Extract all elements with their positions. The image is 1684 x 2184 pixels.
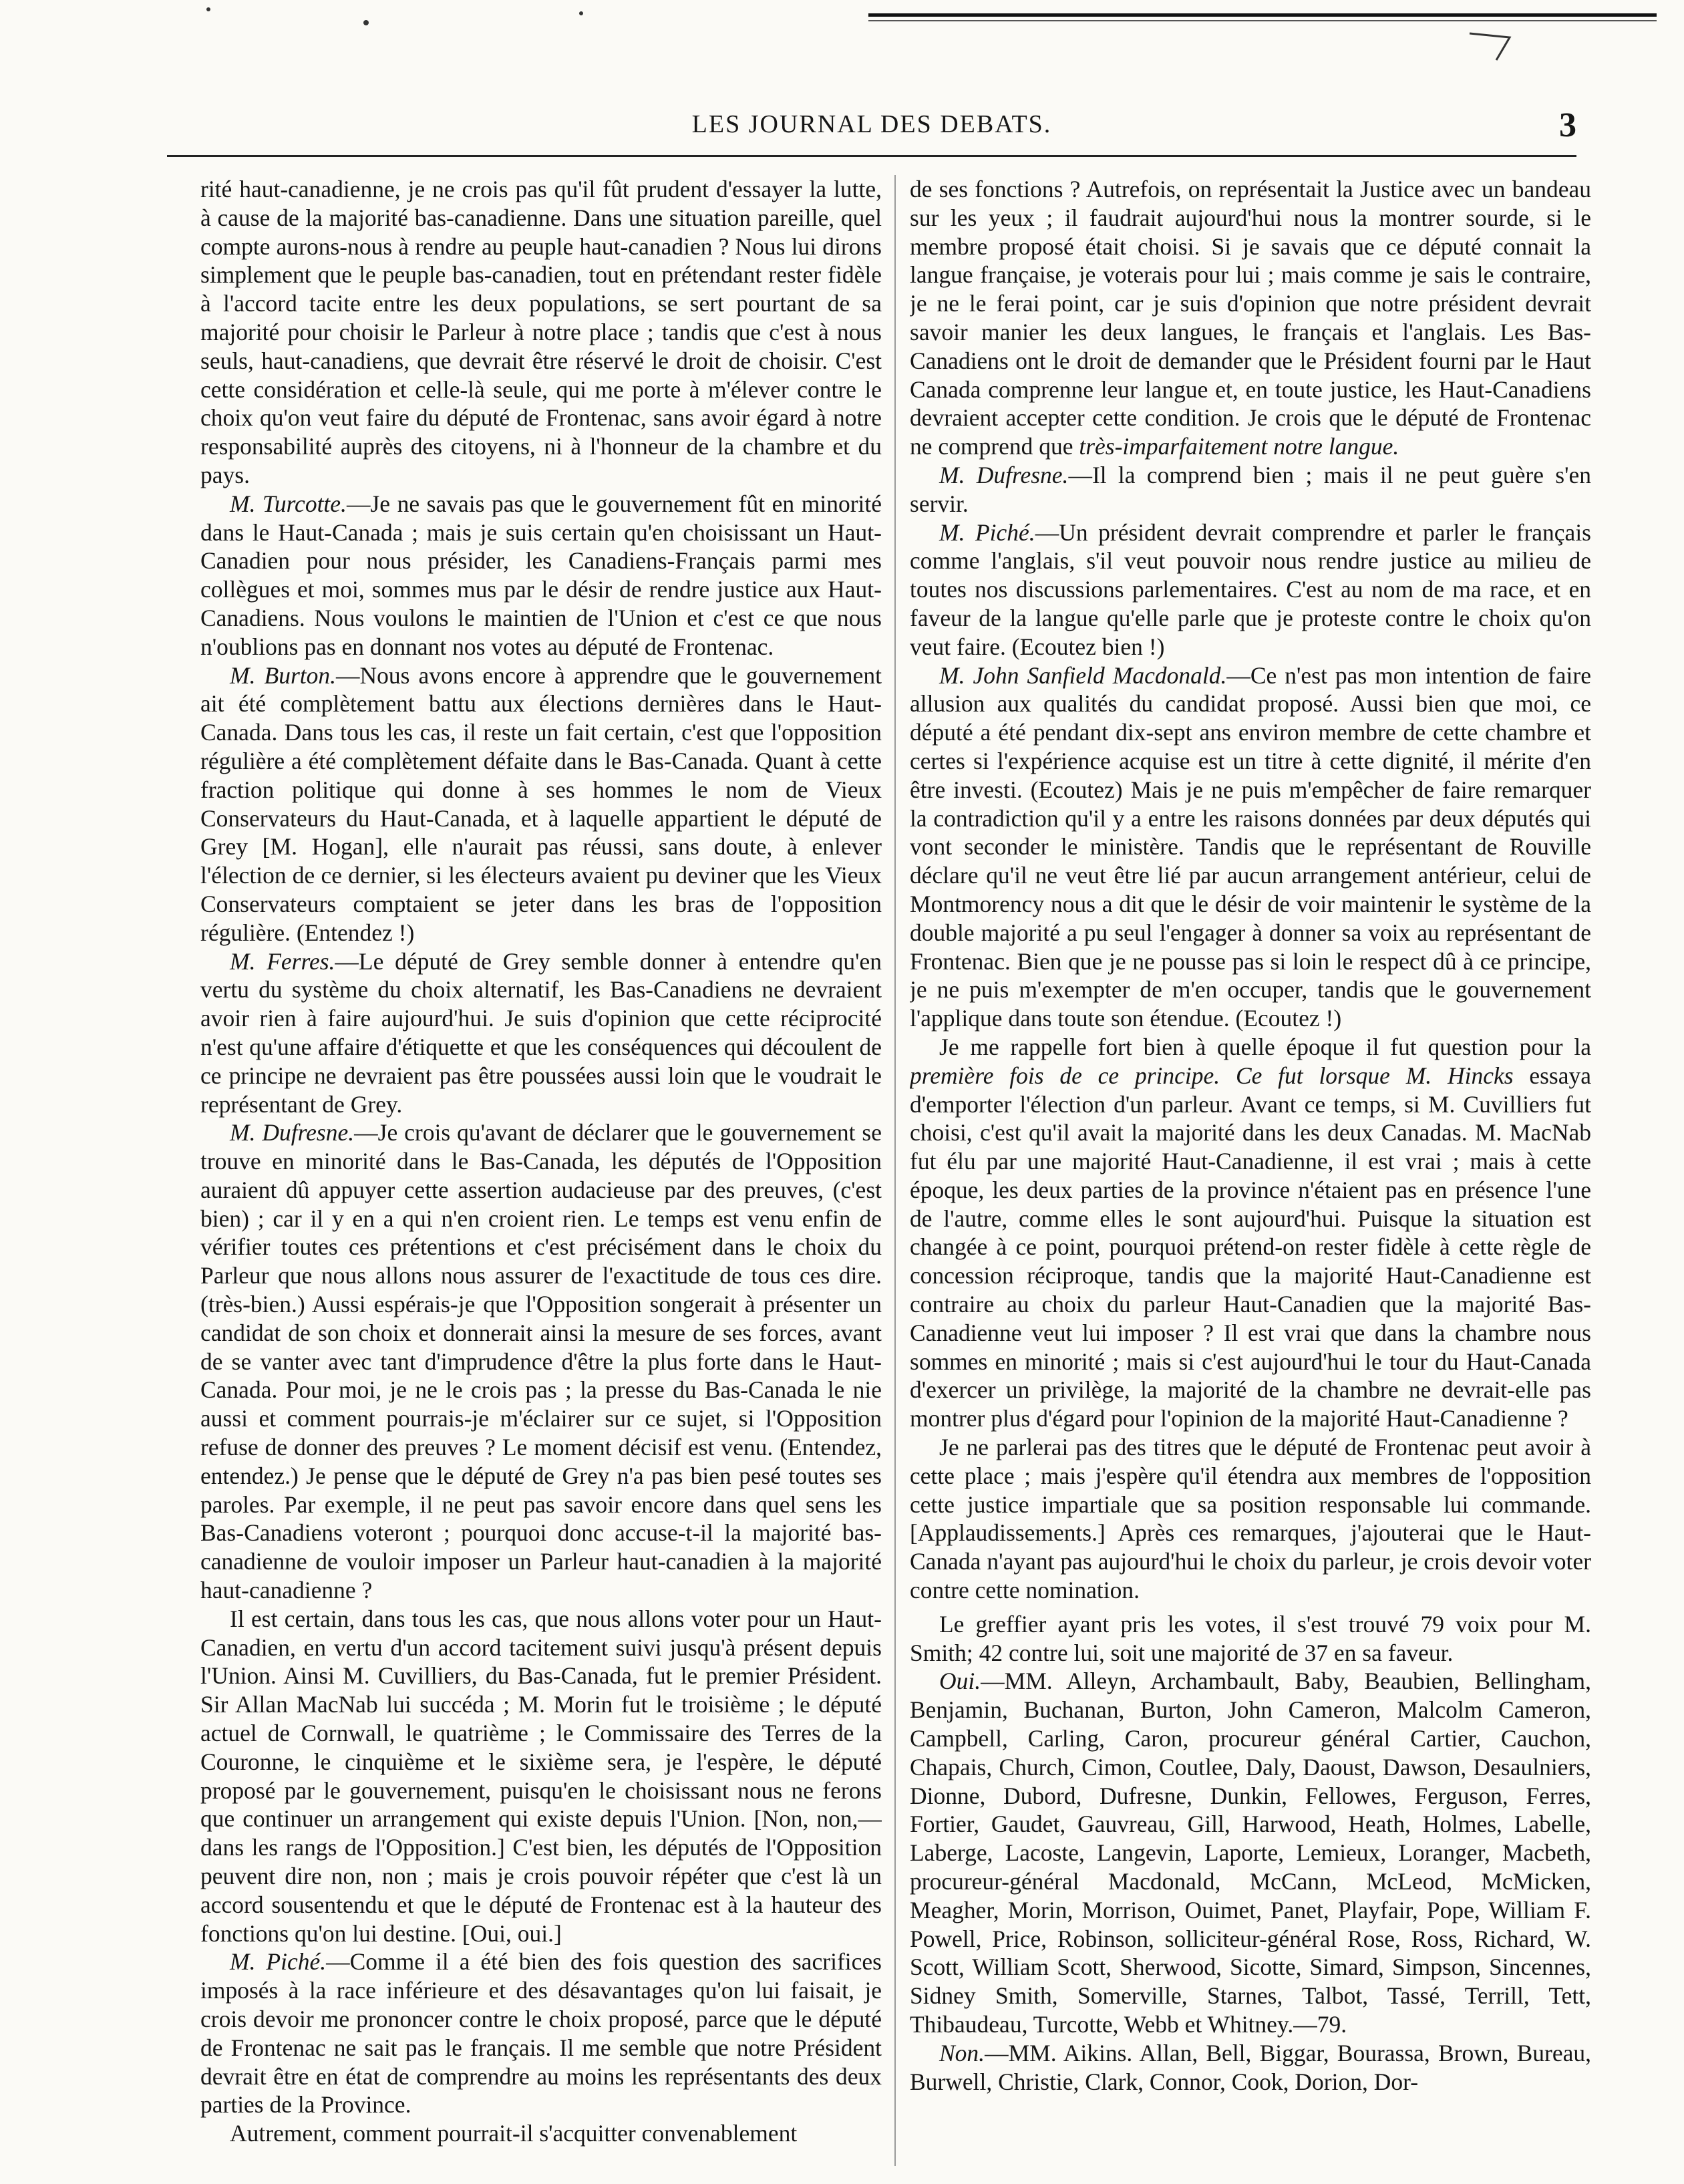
speech-text: essaya d'emporter l'élection d'un parleur. Avant ce temps, si M. Cuvilliers fut choisi, c'est qu'il avait la majorité dans les deux Canadas. M. MacNab fut élu par une majorité Haut-Canadienne, il est vrai ; mais à cette époque, les deux parties de la province n'étaient pas en présence l'une de l'autre, comme elles le sont aujourd'hui. Puisque la situation est changée à ce point, pourquoi prétend-on rester fidèle à cette règle de concession réciproque, tandis que la majorité Haut-Canadienne est contraire au choix du parleur Haut-Canadien que la majorité Bas-Canadienne veut lui imposer ? Il est vrai que dans la chambre nous sommes en minorité ; mais si c'est aujourd'hui le tour du Haut-Canada d'exercer un privilège, la majorité de la chambre ne devrait-elle pas montrer plus d'égard pour l'opinion de la majorité Haut-Canadienne ? xyxy=(910,1062,1591,1432)
paragraph xyxy=(200,490,882,661)
paragraph xyxy=(910,461,1591,518)
vote-list-no xyxy=(910,2039,1591,2096)
speaker-name: M. John Sanfield Macdonald. xyxy=(939,661,1227,689)
paragraph xyxy=(200,947,882,1119)
paragraph xyxy=(910,1033,1591,1433)
paragraph: Autrement, comment pourrait-il s'acquitter convenablement xyxy=(230,2120,798,2147)
vote-label: Non. xyxy=(939,2039,985,2066)
left-column xyxy=(200,175,882,2166)
paragraph xyxy=(200,661,882,947)
speech-text: Je me rappelle fort bien à quelle époque il fut question pour la xyxy=(939,1033,1591,1060)
speech-text: —Je ne savais pas que le gouvernement fût en minorité dans le Haut-Canada ; mais je suis certain qu'en choisissant un Haut-Canadien pour nous présider, les Canadiens-Français parmi mes collègues et moi, sommes mus par le désir de rendre justice aux Haut-Canadiens. Nous voulons le maintien de l'Union et c'est ce que nous n'oublions pas en donnant nos votes au député de Frontenac. xyxy=(200,490,882,660)
vote-list-yes xyxy=(910,1667,1591,2038)
speech-text: —Nous avons encore à apprendre que le gouvernement ait été complètement battu aux élections dernières dans le Haut-Canada. Dans tous les cas, il reste un fait certain, c'est que l'opposition régulière a été complètement défaite dans le Bas-Canada. Quant à cette fraction politique qui donne à ses hommes le nom de Vieux Conservateurs du Haut-Canada, et à laquelle appartient le député de Grey [M. Hogan], elle n'aurait pas réussi, sans doute, à enlever l'élection de ce dernier, si les électeurs avaient pu deviner que les Vieux Conservateurs comptaient se jeter dans les bras de l'opposition régulière. (Entendez !) xyxy=(200,661,882,946)
vote-names: —MM. Alleyn, Archambault, Baby, Beaubien, Bellingham, Benjamin, Buchanan, Burton, John Cameron, Malcolm Cameron, Campbell, Carling, Caron, procureur général Cartier, Cauchon, Chapais, Church, Cimon, Coutlee, Daly, Daoust, Dawson, Desaulniers, Dionne, Dubord, Dufresne, Dunkin, Fellowes, Ferguson, Ferres, Fortier, Gaudet, Gauvreau, Gill, Harwood, Heath, Holmes, Labelle, Laberge, Lacoste, Langevin, Laporte, Lemieux, Loranger, Macbeth, procureur-général Macdonald, McCann, McLeod, McMicken, Meagher, Morin, Morrison, Ouimet, Panet, Playfair, Pope, William F. Powell, Price, Robinson, solliciteur-général Rose, Ross, Richard, W. Scott, William Scott, Sherwood, Sicotte, Simard, Simpson, Sincennes, Sidney Smith, Somerville, Starnes, Talbot, Tassé, Terrill, Tett, Thibaudeau, Turcotte, Webb et Whitney.—79. xyxy=(910,1668,1591,2038)
vote-label: Oui. xyxy=(939,1668,981,1695)
emphasis-text: première fois de ce principe. Ce fut lorsque M. Hincks xyxy=(910,1062,1514,1089)
speech-text: —Ce n'est pas mon intention de faire allusion aux qualités du candidat proposé. Aussi bien que moi, ce député a été pendant dix-sept ans environ membre de cette chambre et certes si l'expérience acquise est un titre à cette dignité, il mérite d'en être investi. (Ecoutez) Mais je ne puis m'empêcher de faire remarquer la contradiction qu'il y a entre les raisons données par deux députés qui vont seconder le ministère. Tandis que le représentant de Rouville déclare qu'il ne veut être lié par aucun arrangement antérieur, celui de Montmorency nous a dit que le désir de voir maintenir le système de la double majorité a pu seul l'engager à donner sa voix au représentant de Frontenac. Bien que je ne pousse pas si loin le respect dû à ce principe, je ne puis m'exempter de m'en occuper, tandis que le gouvernement l'applique dans toute son étendue. (Ecoutez !) xyxy=(910,661,1591,1032)
speaker-name: M. Piché. xyxy=(230,1948,327,1976)
speech-text: de ses fonctions ? Autrefois, on représentait la Justice avec un bandeau sur les yeux ; il faudrait aujourd'hui nous la montrer sourde, si le membre proposé était choisi. Si je savais que ce député connait la langue française, je voterais pour lui ; mais comme je sais le contraire, je ne le ferai point, car je suis d'opinion que notre président devrait savoir manier les deux langues, le français et l'anglais. Les Bas-Canadiens ont le droit de demander que le Président fourni par le Haut Canada comprenne leur langue et, en toute justice, les Haut-Canadiens devraient accepter cette condition. Je crois que le député de Frontenac ne comprend que xyxy=(910,176,1591,460)
paragraph xyxy=(910,175,1591,461)
paragraph: Il est certain, dans tous les cas, que nous allons voter pour un Haut-Canadien, en vertu d'un accord tacitement suivi jusqu'à présent depuis l'Union. Ainsi M. Cuvilliers, du Bas-Canada, fut le premier Président. Sir Allan MacNab lui succéda ; M. Morin fut le troisième ; le député actuel de Cornwall, le quatrième ; le Commissaire des Terres de la Couronne, le cinquième et le sixième sera, je l'espère, le député proposé par le gouvernement, puisqu'en le choisissant nous ne ferons que continuer un arrangement qui existe depuis l'Union. [Non, non,—dans les rangs de l'Opposition.] C'est bien, les députés de l'Opposition peuvent dire non, non ; mais je crois pouvoir répéter que c'est là un accord sousentendu et que le député de Frontenac est à la hauteur des fonctions qu'on lui destine. [Oui, oui.] xyxy=(200,1605,882,1947)
right-column xyxy=(910,175,1591,2166)
paragraph xyxy=(200,1118,882,1605)
speech-text: —Le député de Grey semble donner à entendre qu'en vertu du système du choix alternatif, les Bas-Canadiens ne devraient avoir rien à faire aujourd'hui. Je suis d'opinion que cette réciprocité n'est qu'une affaire d'étiquette et que les conséquences qui découlent de ce principe ne devraient pas être poussées aussi loin que le voudrait le représentant de Grey. xyxy=(200,947,882,1118)
paragraph xyxy=(910,518,1591,661)
journal-title: LES JOURNAL DES DEBATS. xyxy=(691,110,1052,138)
speech-text: —Un président devrait comprendre et parler le français comme l'anglais, s'il veut pouvoir nous rendre justice au milieu de toutes nos discussions parlementaires. C'est au nom de ma race, et en faveur de la langue qu'elle parle que je proteste contre le choix qu'on veut faire. (Ecoutez bien !) xyxy=(910,518,1591,660)
speech-text: —Je crois qu'avant de déclarer que le gouvernement se trouve en minorité dans le Bas-Canada, les députés de l'Opposition auraient dû appuyer cette assertion audacieuse par des preuves, (c'est bien) ; car il y en a qui n'en croient rien. Le temps est venu enfin de vérifier toutes ces prétentions et c'est précisément dans le choix du Parleur que nous allons nous assurer de l'exactitude de tous ces dire. (très-bien.) Aussi espérais-je que l'Opposition songerait à présenter un candidat de son choix et donnerait ainsi la mesure de ses forces, avant de se vanter avec tant d'imprudence d'être la plus forte dans le Haut-Canada. Pour moi, je ne le crois pas ; la presse du Bas-Canada le nie aussi et comment pourrais-je m'éclairer sur ce sujet, si l'Opposition refuse de donner des preuves ? Le moment décisif est venu. (Entendez, entendez.) Je pense que le député de Grey n'a pas bien pesé toutes ses paroles. Par exemple, il ne peut pas savoir encore dans quel sens les Bas-Canadiens voteront ; pourquoi donc accuse-t-il la majorité bas-canadienne de vouloir imposer un Parleur haut-canadien à la majorité haut-canadienne ? xyxy=(200,1119,882,1604)
speaker-name: M. Burton. xyxy=(230,661,337,689)
page-number: 3 xyxy=(1559,106,1576,144)
speech-text: —Comme il a été bien des fois question des sacrifices imposés à la race inférieure et des désavantages qu'on lui faisait, je crois devoir me prononcer contre le choix proposé, parce que le député de Frontenac ne sait pas le français. Il me semble que notre Président devrait être en état de comprendre au moins les représentants des deux parties de la Province. xyxy=(200,1948,882,2119)
speech-text: —Il la comprend bien ; mais il ne peut guère s'en servir. xyxy=(910,461,1591,517)
scan-specks xyxy=(0,0,1684,80)
speaker-name: M. Turcotte. xyxy=(230,490,347,517)
paragraph xyxy=(910,661,1591,1033)
vote-names: —MM. Aikins. Allan, Bell, Biggar, Bourassa, Brown, Bureau, Burwell, Christie, Clark, Connor, Cook, Dorion, Dor- xyxy=(910,2039,1591,2095)
paragraph: Je ne parlerai pas des titres que le député de Frontenac peut avoir à cette place ; mais j'espère qu'il étendra aux membres de l'opposition cette justice impartiale que sa position responsable lui commande. [Applaudissements.] Après ces remarques, j'ajouterai que le Haut-Canada n'ayant pas aujourd'hui le choix du parleur, je crois devoir voter contre cette nomination. xyxy=(910,1434,1591,1604)
paragraph xyxy=(200,1947,882,2119)
paragraph: rité haut-canadienne, je ne crois pas qu'il fût prudent d'essayer la lutte, à cause de la majorité bas-canadienne. Dans une situation pareille, quel compte aurons-nous à rendre au peuple haut-canadien ? Nous lui dirons simplement que le peuple bas-canadien, tout en prétendant rester fidèle à l'accord tacite entre les deux populations, se sert pourtant de sa majorité pour choisir le Parleur à notre place ; tandis que c'est à nous seuls, haut-canadiens, que devrait être réservé le droit de choisir. C'est cette considération et celle-là seule, qui me porte à m'élever contre le choix qu'on veut faire du député de Frontenac, sans avoir égard à notre responsabilité auprès des citoyens, ni à l'honneur de la chambre et du pays. xyxy=(200,176,882,488)
header-rule xyxy=(167,155,1576,157)
speaker-name: M. Dufresne. xyxy=(230,1119,355,1146)
speaker-name: M. Ferres. xyxy=(230,947,335,975)
page-header xyxy=(167,106,1576,152)
speaker-name: M. Dufresne. xyxy=(939,461,1069,488)
paragraph: Le greffier ayant pris les votes, il s'est trouvé 79 voix pour M. Smith; 42 contre lui, soit une majorité de 37 en sa faveur. xyxy=(910,1610,1591,1666)
column-divider xyxy=(894,175,896,2166)
speaker-name: M. Piché. xyxy=(939,518,1035,546)
emphasis-text: très-imparfaitement notre langue. xyxy=(1079,433,1399,460)
